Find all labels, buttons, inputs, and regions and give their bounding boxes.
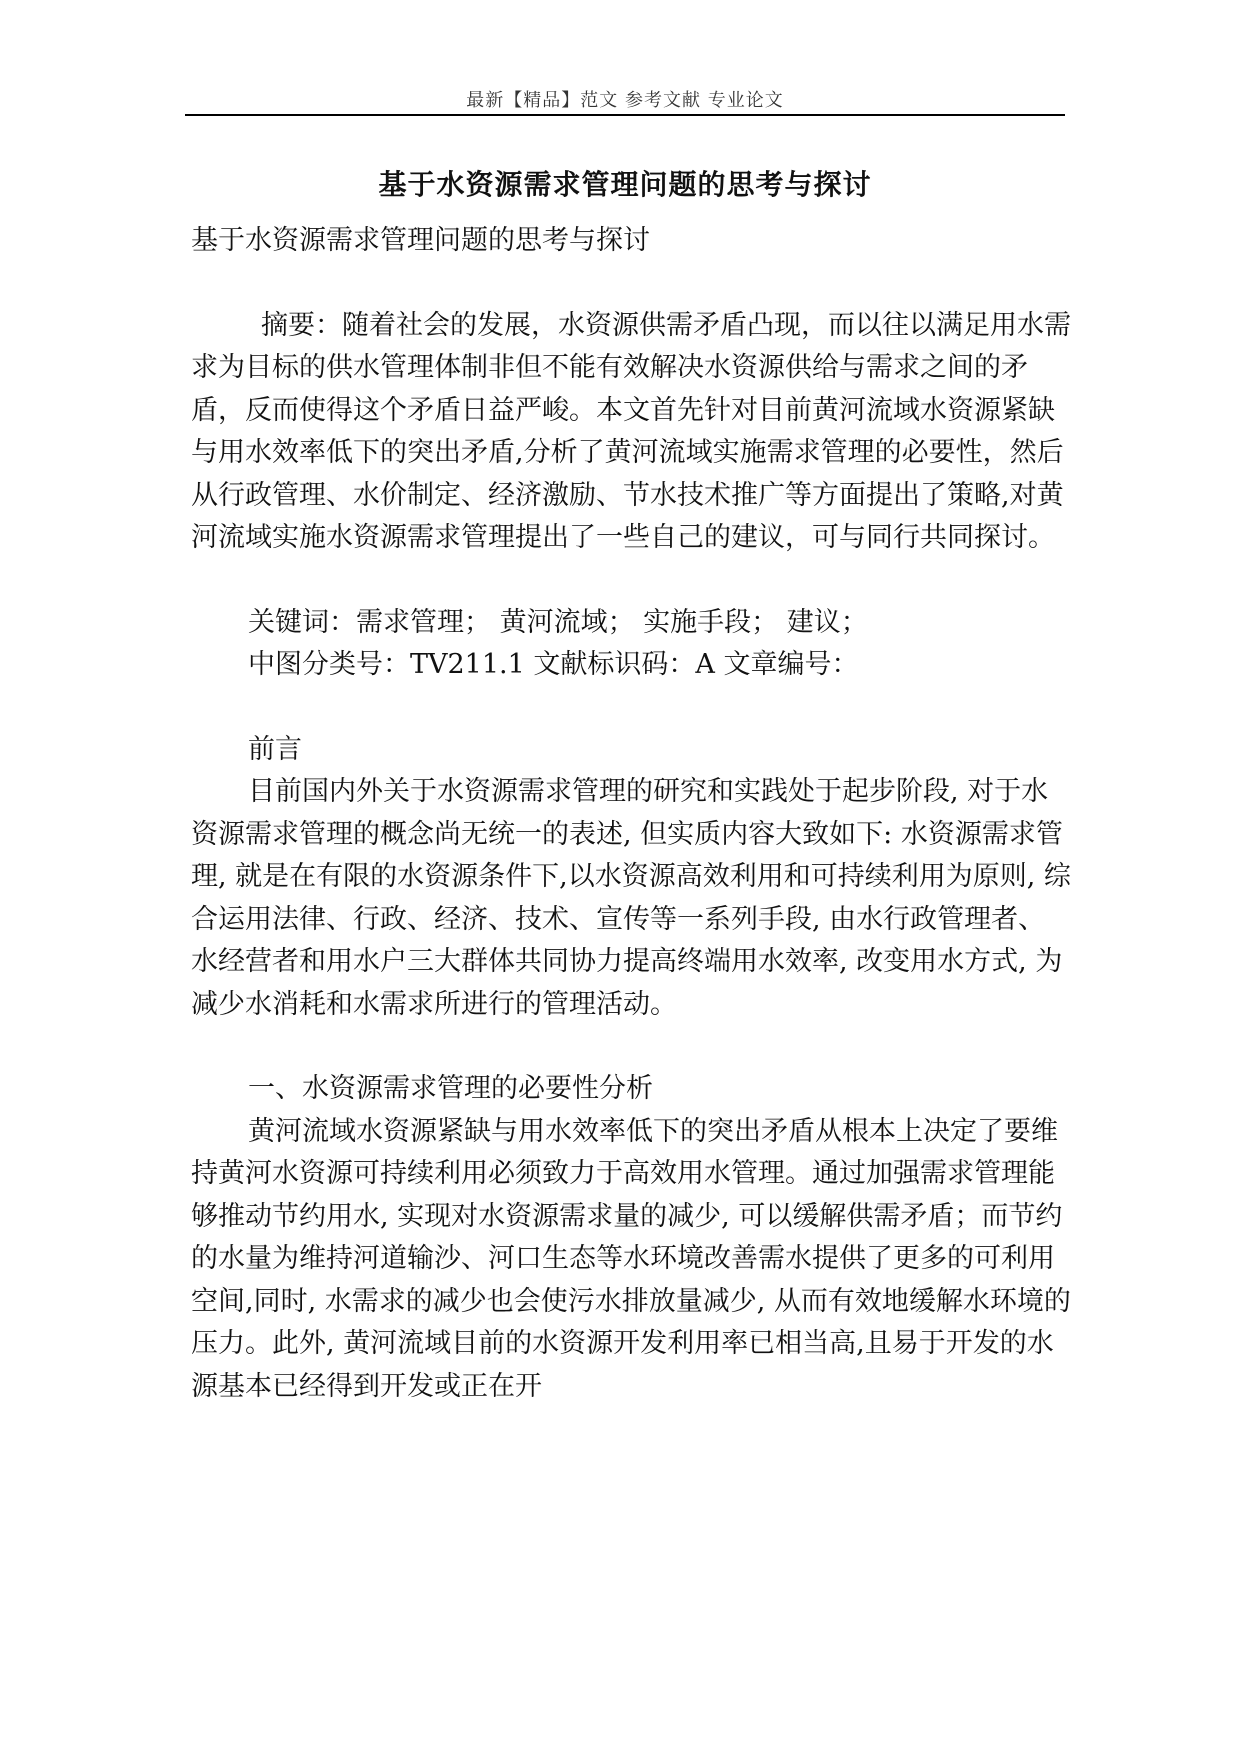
keywords-line: 关键词：需求管理； 黄河流域； 实施手段； 建议；	[248, 606, 868, 638]
spacer	[191, 560, 1071, 602]
running-header: 最新【精品】范文 参考文献 专业论文	[466, 90, 784, 111]
classification-line: 中图分类号：TV211.1 文献标识码：A 文章编号：	[248, 649, 859, 680]
header-rule	[185, 114, 1065, 116]
spacer	[191, 263, 1071, 305]
section-1-heading: 一、水资源需求管理的必要性分析	[248, 1073, 653, 1104]
document-body	[191, 220, 1071, 1408]
abstract-paragraph: 摘要：随着社会的发展，水资源供需矛盾凸现，而以往以满足用水需求为目标的供水管理体制非但不能有效解决水资源供给与需求之间的矛盾，反而使得这个矛盾日益严峻。本文首先针对目前黄河流域水资源紧缺与用水效率低下的突出矛盾,分析了黄河流域实施需求管理的必要性，然后从行政管理、水价制定、经济激励、节水技术推广等方面提出了策略,对黄河流域实施水资源需求管理提出了一些自己的建议，可与同行共同探讨。	[191, 309, 1071, 553]
spacer	[191, 687, 1071, 729]
section-1-paragraph: 黄河流域水资源紧缺与用水效率低下的突出矛盾从根本上决定了要维持黄河水资源可持续利用必须致力于高效用水管理。通过加强需求管理能够推动节约用水, 实现对水资源需求量的减少, 可以缓解供需矛盾；而节约的水量为维持河道输沙、河口生态等水环境改善需水提供了更多的可利用空间,同时, 水需求的减少也会使污水排放量减少, 从而有效地缓解水环境的压力。此外, 黄河流域目前的水资源开发利用率已相当高,且易于开发的水源基本已经得到开发或正在开	[191, 1115, 1071, 1402]
preface-paragraph: 目前国内外关于水资源需求管理的研究和实践处于起步阶段, 对于水资源需求管理的概念尚无统一的表述, 但实质内容大致如下: 水资源需求管理, 就是在有限的水资源条件下,以水资源高效利用和可持续利用为原则, 综合运用法律、行政、经济、技术、宣传等一系列手段, 由水行政管理者、水经营者和用水户三大群体共同协力提高终端用水效率, 改变用水方式, 为减少水消耗和水需求所进行的管理活动。	[191, 776, 1071, 1020]
preface-heading: 前言	[248, 733, 302, 765]
document-title: 基于水资源需求管理问题的思考与探讨	[378, 168, 872, 201]
spacer	[191, 1026, 1071, 1068]
document-subtitle: 基于水资源需求管理问题的思考与探讨	[191, 225, 650, 256]
